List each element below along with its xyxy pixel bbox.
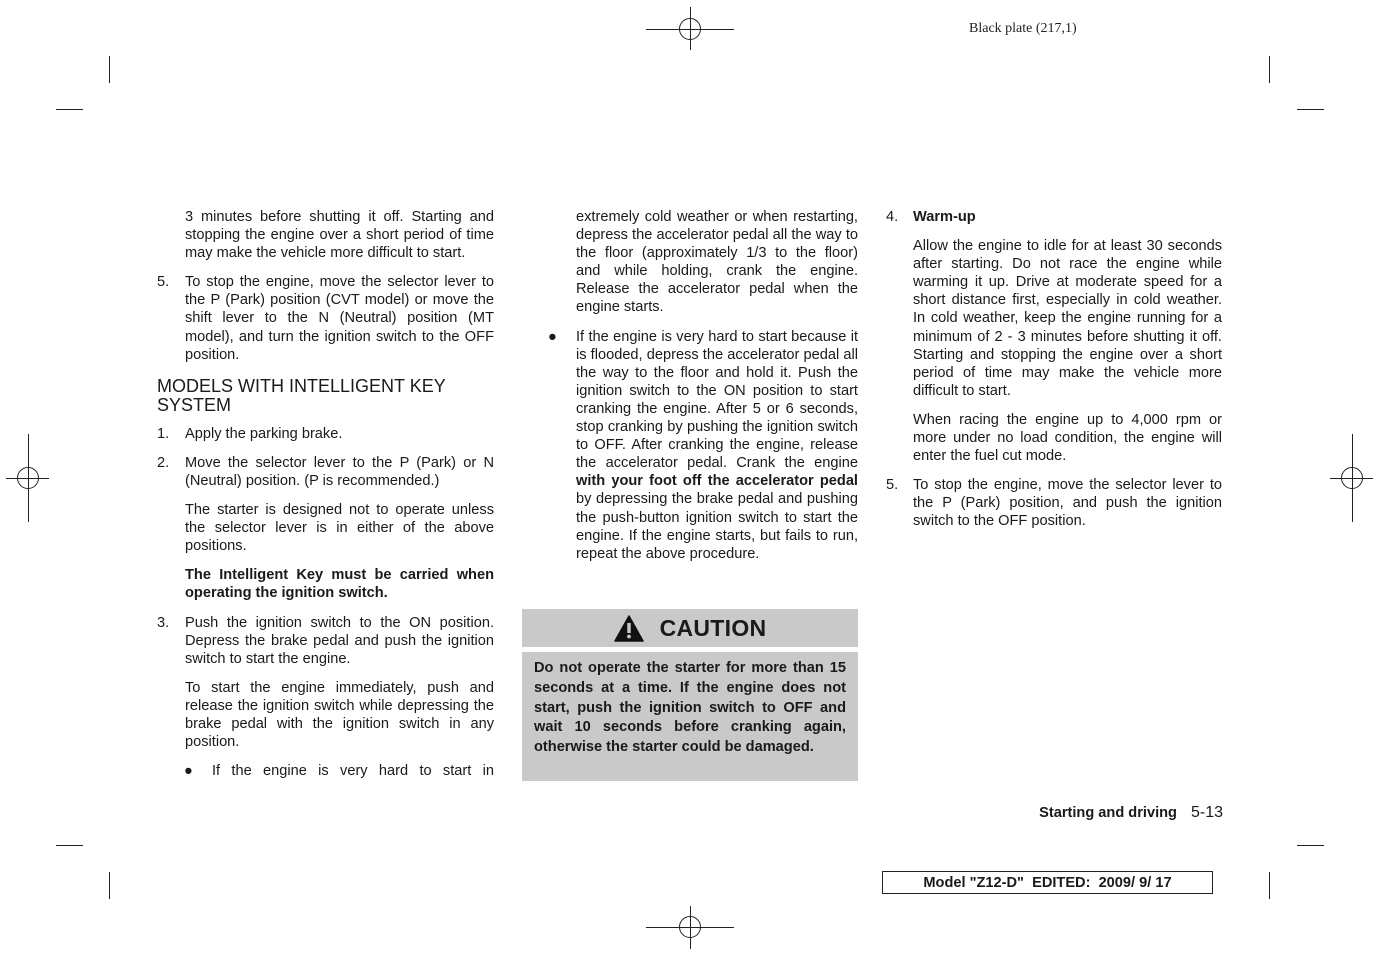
bold-phrase: with your foot off the accelerator pedal bbox=[576, 473, 858, 490]
bullet-dot: ● bbox=[184, 763, 193, 780]
list-number: 5. bbox=[157, 274, 170, 291]
section-heading: MODELS WITH INTELLIGENT KEY SYSTEM bbox=[157, 375, 446, 415]
list-item-text: When racing the engine up to 4,000 rpm or more under no load condition, the engine will enter the fuel cut mode. bbox=[913, 411, 1222, 465]
list-item-title: Warm-up bbox=[913, 209, 976, 225]
list-item-text: Push the ignition switch to the ON position. Depress the brake pedal and push the ignition switch to start the engine. bbox=[185, 614, 494, 667]
list-item-text: Apply the parking brake. bbox=[185, 425, 343, 442]
list-number: 4. bbox=[886, 209, 899, 225]
column-3 bbox=[886, 208, 1222, 531]
list-item-5 bbox=[886, 476, 1222, 530]
list-item-5 bbox=[157, 273, 494, 363]
model-edit-label: Model "Z12-D" EDITED: 2009/ 9/ 17 bbox=[882, 871, 1213, 894]
list-item-text: To stop the engine, move the selector lever to the P (Park) position (CVT model) or move the shift lever to the N (Neutral) position (MT model), and turn the ignition switch to the OFF position. bbox=[185, 274, 494, 363]
list-item-4 bbox=[886, 208, 1222, 465]
bullet-dot: ● bbox=[548, 328, 557, 345]
page-footer bbox=[1039, 804, 1223, 822]
list-item-bold-note: The Intelligent Key must be carried when operating the ignition switch. bbox=[185, 567, 494, 602]
list-item-note: The starter is designed not to operate unless the selector lever is in either of the above positions. bbox=[185, 502, 494, 555]
list-number: 1. bbox=[157, 425, 170, 442]
list-number: 2. bbox=[157, 454, 170, 471]
warning-triangle-icon bbox=[614, 615, 644, 642]
caution-body: Do not operate the starter for more than 15 seconds at a time. If the engine does not start, push the ignition switch to OFF and wait 10 seconds before cranking again, otherwise the starter could be damaged. bbox=[522, 652, 858, 781]
list-item-3 bbox=[157, 614, 494, 752]
caution-header bbox=[522, 609, 858, 647]
list-item-text: To stop the engine, move the selector lever to the P (Park) position, and push the ignition switch to the OFF position. bbox=[913, 477, 1222, 530]
list-item-note: To start the engine immediately, push and release the ignition switch while depressing the brake pedal with the ignition switch in any position. bbox=[185, 679, 494, 751]
list-item-text: Allow the engine to idle for at least 30 seconds after starting. Do not race the engine while warming it up. Drive at moderate speed for a short distance first, especially in cold weather. In cold weather, keep the engine running for a minimum of 2 - 3 minutes before shutting it off. Starting and stopping the engine over a short period of time may make the vehicle more difficult to start. bbox=[913, 238, 1222, 399]
list-item-2 bbox=[157, 454, 494, 603]
bullet-continued-text: extremely cold weather or when restarting, depress the accelerator pedal all the way to the floor (approximately 1/3 to the floor) and while holding, crank the engine. Release the accelerator pedal when the engine starts. bbox=[576, 209, 858, 316]
bullet-text: If the engine is very hard to start because it is flooded, depress the accelerator pedal all the way to the floor and hold it. Push the ignition switch to the ON position to start cranking the engine. After 5 or 6 seconds, stop cranking by pushing the ignition switch to OFF. After cranking the engine, release the accelerator pedal. Crank the engine with your foot off the accelerator pedal by depressing the brake pedal and pushing the push-button ignition switch to start the engine. If the engine starts, but fails to run, repeat the above procedure. bbox=[576, 328, 858, 562]
plate-label: Black plate (217,1) bbox=[969, 21, 1077, 36]
list-item-text: Move the selector lever to the P (Park) or N (Neutral) position. (P is recommended.) bbox=[185, 454, 494, 489]
page-number: 5-13 bbox=[1190, 804, 1223, 821]
bullet-item bbox=[184, 762, 494, 780]
caution-title: CAUTION bbox=[659, 614, 767, 641]
column-2 bbox=[548, 208, 858, 563]
continued-paragraph: 3 minutes before shutting it off. Starting and stopping the engine over a short period of time may make the vehicle more difficult to start. bbox=[185, 209, 494, 262]
section-name: Starting and driving bbox=[1039, 805, 1177, 821]
bullet-text: If the engine is very hard to start in bbox=[212, 763, 494, 780]
list-number: 5. bbox=[886, 477, 899, 494]
list-number: 3. bbox=[157, 614, 170, 631]
list-item-1 bbox=[157, 425, 494, 443]
bullet-item bbox=[548, 328, 858, 563]
column-1 bbox=[157, 208, 494, 780]
